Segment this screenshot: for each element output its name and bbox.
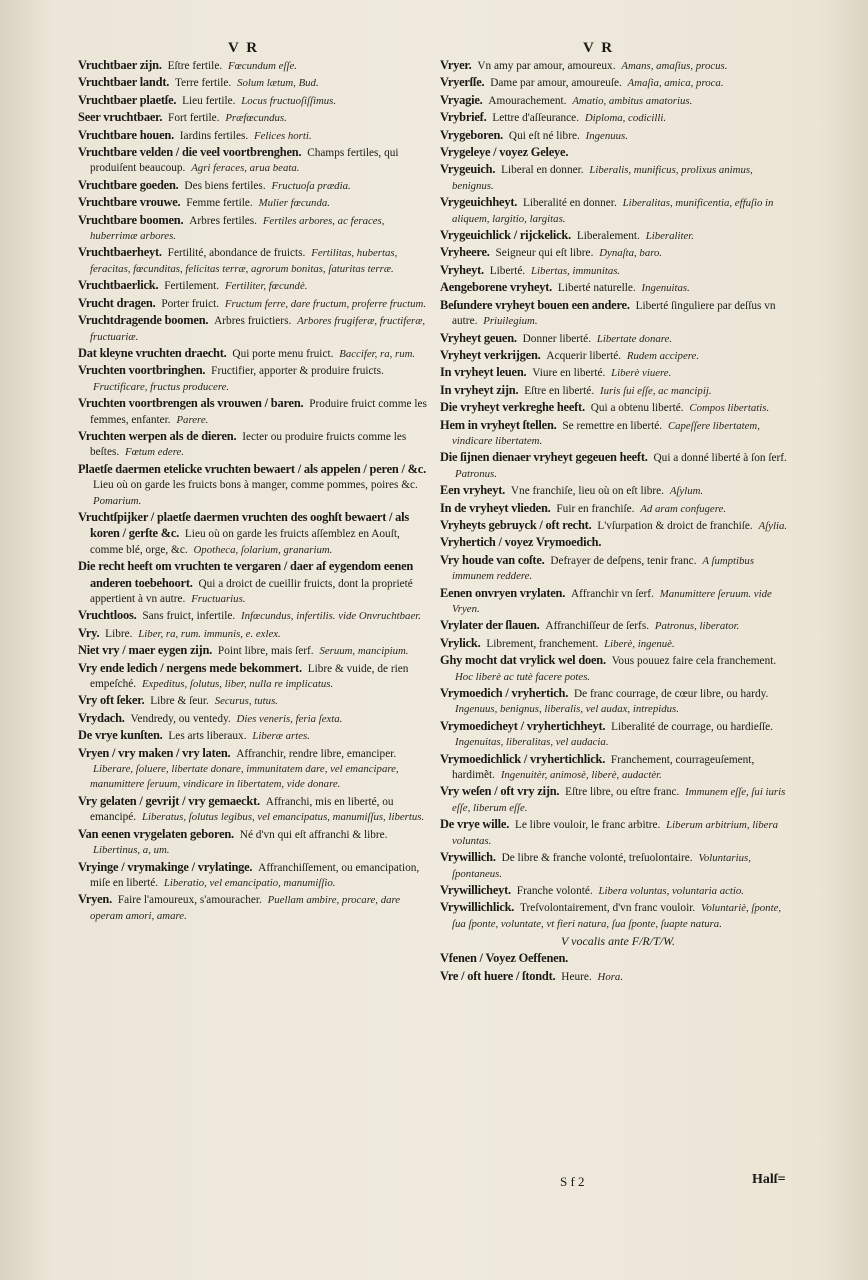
french-gloss: Affranchiſſement, ou emancipation, miſe en liberté. (90, 861, 420, 889)
headword: Vry gelaten / gevrijt / vry gemaeckt. (78, 793, 260, 808)
headword: Ghy mocht dat vrylick wel doen. (440, 653, 606, 668)
headword: Aengeborene vryheyt. (440, 280, 553, 295)
headword: Vrygeleye / voyez Geleye. (440, 145, 569, 160)
latin-gloss: Liberare, ſoluere, libertate donare, immunitatem dare, vel emancipare, manumittere ſeruum, vindicare in libertatem, vide donare. (90, 763, 399, 791)
headword: Vry ende ledich / nergens mede bekommert. (78, 660, 302, 675)
dictionary-entry (440, 128, 796, 144)
french-gloss: Lieu où on garde les fruicts aſſemblez en Aouſt, comme blé, orge, &c. (90, 528, 400, 556)
headword: Eenen onvryen vrylaten. (440, 585, 566, 600)
headword: Vruchtſpijker / plaetſe daermen vruchten des ooghſt bewaert / als koren / gerſte &c. (78, 509, 410, 541)
french-gloss: Librement, franchement. (486, 637, 599, 650)
headword: Vryheere. (440, 245, 490, 260)
dictionary-entry (78, 313, 428, 345)
dictionary-entry (440, 228, 796, 244)
latin-gloss: Liberè viuere. (611, 367, 672, 380)
french-gloss: Eſtre en liberté. (524, 384, 595, 397)
headword: Vruchtbare velden / die veel voortbrenghen. (78, 145, 302, 160)
headword: Vrymoedich / vryhertich. (440, 686, 569, 701)
headword: Die vryheyt verkreghe heeft. (440, 400, 585, 415)
headword: Vruchtbaerlick. (78, 278, 159, 293)
dictionary-entry (78, 860, 428, 892)
dictionary-entry (440, 75, 796, 91)
french-gloss: Porter fruict. (161, 297, 220, 310)
headword: Vruchten werpen als de dieren. (78, 428, 237, 443)
latin-gloss: Puellam ambire, procare, dare operam amori, amare. (90, 894, 401, 922)
headword: Vryen. (78, 892, 113, 907)
headword: De vrye kunſten. (78, 728, 163, 743)
headword: Vryheyt. (440, 262, 484, 277)
latin-gloss: Amaſia, amica, proca. (627, 77, 724, 90)
latin-gloss: Arbores frugiferæ, fructiferæ, fructuariæ. (90, 315, 426, 343)
latin-gloss: Felices horti. (254, 129, 312, 142)
dictionary-entry (440, 518, 796, 534)
french-gloss: L'vſurpation & droict de franchiſe. (597, 519, 753, 532)
dictionary-entry (78, 693, 428, 709)
headword: Die recht heeft om vruchten te vergaren / daer af eygendom eenen anderen toebehoort. (78, 559, 414, 590)
latin-gloss: Liberalitas, munificentia, effuſio in aliquem, largitio, largitas. (452, 197, 774, 225)
latin-gloss: Hoc liberè ac tutè facere potes. (455, 670, 591, 683)
latin-gloss: Ingenuitas. (641, 282, 690, 295)
latin-gloss: Priuilegium. (483, 315, 538, 328)
headword: Vruchtbaer plaetſe. (78, 92, 177, 107)
headword: Vruchtbaerheyt. (78, 245, 162, 260)
dictionary-entry (78, 559, 428, 607)
dictionary-entry (440, 686, 796, 718)
latin-gloss: Dynaſta, baro. (599, 247, 663, 260)
dictionary-entry (78, 892, 428, 924)
dictionary-entry (440, 501, 796, 517)
dictionary-entry (78, 278, 428, 294)
dictionary-entry (440, 817, 796, 849)
headword: Vruchten voortbringhen. (78, 363, 206, 378)
french-gloss: Sans fruict, infertile. (142, 610, 236, 623)
french-gloss: Affranchir, rendre libre, emanciper. (236, 747, 397, 760)
french-gloss: Defrayer de deſpens, tenir franc. (550, 554, 697, 567)
french-gloss: Fort fertile. (168, 112, 220, 125)
latin-gloss: Ad aram confugere. (640, 502, 726, 515)
dictionary-entry (78, 58, 428, 74)
french-gloss: Arbres fruictiers. (214, 315, 292, 328)
french-gloss: Le libre vouloir, le franc arbitre. (514, 819, 661, 832)
latin-gloss: Mulier fœcunda. (258, 197, 330, 210)
headword: Hem in vryheyt ſtellen. (440, 417, 557, 432)
dictionary-entry (440, 483, 796, 499)
headword: Vfenen / Voyez Oeffenen. (440, 951, 569, 966)
latin-gloss: Agri feraces, arua beata. (191, 162, 300, 175)
dictionary-entry (78, 93, 428, 109)
french-gloss: Acquerir liberté. (546, 349, 622, 362)
dictionary-entry (78, 128, 428, 144)
latin-gloss: Liberæ artes. (252, 730, 310, 743)
latin-gloss: Fertiles arbores, ac feraces, huberrimæ arbores. (90, 214, 385, 243)
signature-mark: S f 2 (560, 1174, 585, 1189)
french-gloss: Fructifier, apporter & produire fruicts. (211, 365, 384, 378)
french-gloss: Vne franchiſe, lieu où on eſt libre. (510, 485, 664, 498)
headword: Beſundere vryheyt bouen een andere. (440, 297, 630, 312)
french-gloss: Lieu où on garde les fruicts bons à manger, comme pommes, poires &c. (93, 479, 418, 492)
latin-gloss: Ingenuus, benignus, liberalis, vel audax, intrepidus. (455, 703, 679, 716)
dictionary-entry (78, 213, 428, 245)
dictionary-entry (440, 951, 796, 967)
french-gloss: Champs fertiles, qui produiſent beaucoup. (90, 147, 399, 175)
running-head-right: V R (583, 40, 615, 56)
latin-gloss: Liberatio, vel emancipatio, manumiſſio. (163, 876, 336, 889)
headword: De vrye wille. (440, 817, 510, 832)
latin-gloss: Patronus, liberator. (654, 620, 740, 633)
french-gloss: Se remettre en liberté. (562, 419, 663, 432)
latin-gloss: Amans, amaſius, procus. (621, 60, 728, 72)
dictionary-entry (440, 298, 796, 330)
french-gloss: Liberalement. (576, 230, 640, 243)
headword: Die ſijnen dienaer vryheyt gegeuen heeft. (440, 450, 648, 465)
latin-gloss: Fructuoſa prædia. (271, 179, 351, 192)
headword: In vryheyt leuen. (440, 365, 527, 380)
headword: Vrygeuich. (440, 162, 496, 177)
french-gloss: Viure en liberté. (532, 367, 606, 380)
latin-gloss: Patronus. (455, 467, 497, 480)
french-gloss: Qui a donné liberté à ſon ſerf. (653, 452, 787, 465)
latin-gloss: Fertiliter, fœcundè. (224, 280, 308, 293)
french-gloss: Qui eſt né libre. (508, 129, 580, 142)
headword: Vryerſſe. (440, 75, 485, 90)
dictionary-entry (78, 643, 428, 659)
dictionary-entry (440, 969, 796, 985)
headword: Plaetſe daermen etelicke vruchten bewaert / als appelen / peren / &c. (78, 461, 426, 476)
latin-gloss: Seruum, mancipium. (319, 645, 409, 658)
latin-gloss: Manumittere ſeruum. vide Vryen. (452, 587, 772, 615)
latin-gloss: Fructum ferre, dare fructum, proferre fructum. (224, 297, 427, 310)
latin-gloss: Compos libertatis. (689, 402, 770, 415)
headword: Vruchtbare houen. (78, 127, 174, 142)
dictionary-entry (440, 784, 796, 816)
dictionary-entry (78, 363, 428, 395)
latin-gloss: Voluntarius, ſpontaneus. (452, 852, 751, 880)
latin-gloss: Liberè, ingenuè. (604, 637, 675, 650)
dictionary-entry (78, 195, 428, 211)
latin-gloss: Infœcundus, infertilis. vide Onvruchtbaer. (241, 610, 421, 623)
french-gloss: Produire fruict comme les femmes, enfanter. (90, 398, 427, 426)
latin-gloss: Ingenuitas, liberalitas, vel audacia. (455, 736, 609, 749)
latin-gloss: Liber, ra, rum. immunis, e. exlex. (138, 627, 281, 640)
french-gloss: Terre fertile. (174, 77, 232, 90)
headword: Vryheyt verkrijgen. (440, 347, 541, 362)
dictionary-entry (440, 331, 796, 347)
dictionary-entry (440, 93, 796, 109)
dictionary-entry (440, 883, 796, 899)
dictionary-entry (440, 365, 796, 381)
dictionary-entry (440, 850, 796, 882)
french-gloss: Lettre d'aſſeurance. (492, 112, 580, 125)
french-gloss: Franchement, courrageuſement, hardimẽt. (452, 753, 755, 782)
french-gloss: Libre & ſeur. (150, 695, 209, 708)
dictionary-entry (78, 346, 428, 362)
latin-gloss: Pomarium. (93, 494, 142, 507)
dictionary-entry (440, 636, 796, 652)
latin-gloss: Fructificare, fructus producere. (93, 380, 230, 393)
french-gloss: Vous pouuez faire cela franchement. (611, 655, 777, 668)
french-gloss: Eſtre libre, ou eſtre franc. (565, 786, 680, 799)
headword: Vre / oft huere / ſtondt. (440, 968, 556, 983)
latin-gloss: Amatio, ambitus amatorius. (572, 94, 693, 107)
headword: Dat kleyne vruchten draecht. (78, 345, 227, 360)
latin-gloss: Capeſſere libertatem, vindicare libertatem. (452, 419, 760, 447)
dictionary-entry (78, 711, 428, 727)
headword: Niet vry / maer eygen zijn. (78, 643, 213, 658)
latin-gloss: Immunem eſſe, ſui iuris eſſe, liberum eſſe. (452, 786, 786, 814)
latin-gloss: Liberum arbitrium, libera voluntas. (452, 819, 779, 847)
french-gloss: Qui porte menu fruict. (232, 347, 334, 360)
dictionary-entry (440, 383, 796, 399)
headword: Vry weſen / oft vry zijn. (440, 784, 560, 799)
latin-gloss: Libertinus, a, um. (93, 844, 170, 857)
latin-gloss: Liberalis, munificus, prolixus animus, benignus. (452, 164, 753, 192)
french-gloss: Iecter ou produire fruicts comme les beſtes. (90, 430, 407, 459)
dictionary-entry (440, 653, 796, 685)
headword: Vrymoedicheyt / vryhertichheyt. (440, 718, 606, 733)
headword: Vryagie. (440, 92, 483, 107)
headword: Vruchtbare goeden. (78, 177, 179, 192)
left-column (78, 58, 428, 925)
french-gloss: Treſvolontairement, d'vn franc vouloir. (520, 902, 696, 915)
latin-gloss: Libertate donare. (596, 332, 673, 345)
latin-gloss: Aſylia. (758, 519, 788, 532)
dictionary-entry (440, 162, 796, 194)
dictionary-entry (78, 145, 428, 177)
french-gloss: Qui a obtenu liberté. (590, 402, 684, 415)
latin-gloss: Liberaliter. (645, 230, 694, 243)
headword: Vruchten voortbrengen als vrouwen / baren. (78, 396, 304, 411)
latin-gloss: Ingenuus. (585, 129, 628, 142)
french-gloss: Arbres fertiles. (189, 214, 257, 227)
french-gloss: Fuir en franchiſe. (556, 502, 635, 515)
latin-gloss: Voluntariè, ſponte, ſua ſponte, voluntate, vt fieri natura, ſua ſponte, ſuapte natura. (452, 902, 782, 930)
french-gloss: Affranchir vn ſerf. (570, 587, 654, 600)
latin-gloss: Securus, tutus. (214, 695, 278, 708)
latin-gloss: Hora. (597, 970, 624, 983)
headword: Vrybrief. (440, 110, 487, 125)
french-gloss: Eſtre fertile. (167, 60, 223, 72)
french-gloss: Liberalité en donner. (522, 197, 617, 210)
french-gloss: Qui a droict de cueillir fruicts, dont la proprieté appertient à vn autre. (90, 577, 413, 605)
right-column (440, 58, 796, 986)
dictionary-entry (78, 661, 428, 693)
french-gloss: Dame par amour, amoureuſe. (490, 77, 622, 90)
dictionary-entry (78, 728, 428, 744)
headword: Vruchtbaer landt. (78, 75, 170, 90)
dictionary-entry (440, 535, 796, 551)
latin-gloss: Diploma, codicilli. (584, 112, 667, 125)
headword: Vryheyt geuen. (440, 330, 517, 345)
french-gloss: Liberté. (489, 264, 526, 277)
french-gloss: Heure. (561, 970, 592, 983)
dictionary-entry (440, 245, 796, 261)
dictionary-entry (78, 296, 428, 312)
dictionary-entry (440, 418, 796, 450)
dictionary-entry (440, 263, 796, 279)
dictionary-entry (78, 396, 428, 428)
latin-gloss: Aſylum. (669, 485, 704, 498)
headword: Van eenen vrygelaten geboren. (78, 826, 234, 841)
latin-gloss: Dies veneris, feria ſexta. (236, 712, 343, 725)
latin-gloss: Opotheca, ſolarium, granarium. (193, 543, 333, 556)
latin-gloss: Fœcundum eſſe. (228, 60, 297, 72)
dictionary-entry (440, 400, 796, 416)
headword: Vrymoedichlick / vryhertichlick. (440, 751, 606, 766)
dictionary-entry (78, 746, 428, 793)
french-gloss: Faire l'amoureux, s'amouracher. (117, 894, 262, 907)
latin-gloss: Expeditus, ſolutus, liber, nulla re implicatus. (141, 678, 334, 691)
french-gloss: Point libre, mais ſerf. (217, 645, 314, 658)
french-gloss: De franc courrage, de cœur libre, ou hardy. (573, 688, 769, 701)
headword: Vry houde van coſte. (440, 552, 545, 567)
latin-gloss: Locus fructuoſiſſimus. (241, 94, 337, 107)
headword: In vryheyt zijn. (440, 382, 519, 397)
headword: Vrygeuichlick / rijckelick. (440, 228, 571, 243)
headword: Vruchtdragende boomen. (78, 313, 209, 328)
latin-gloss: Fertilitas, hubertas, feracitas, fœcunditas, felicitas terræ, agrorum bonitas, ſaturitas terræ. (90, 247, 398, 275)
dictionary-entry (440, 618, 796, 634)
latin-gloss: Solum lætum, Bud. (237, 77, 319, 90)
headword: Vrygeboren. (440, 127, 504, 142)
french-gloss: Donner liberté. (522, 332, 592, 345)
dictionary-entry (440, 280, 796, 296)
french-gloss: Fertilement. (164, 280, 220, 293)
headword: Vrucht dragen. (78, 295, 156, 310)
headword: Vrydach. (78, 710, 125, 725)
french-gloss: Né d'vn qui eſt affranchi & libre. (239, 828, 388, 841)
headword: Vrywillich. (440, 850, 496, 865)
latin-gloss: Præfœcundus. (225, 112, 287, 125)
headword: Vryheyts gebruyck / oft recht. (440, 517, 592, 532)
french-gloss: Liberalité de courrage, ou hardieſſe. (611, 720, 773, 733)
dictionary-entry (440, 145, 796, 161)
french-gloss: Franche volonté. (516, 884, 593, 897)
french-gloss: Des biens fertiles. (184, 179, 266, 192)
headword: Vruchtloos. (78, 608, 137, 623)
french-gloss: Libre & vuide, de rien empeſché. (90, 662, 409, 691)
dictionary-entry (440, 110, 796, 126)
latin-gloss: Fructuarius. (191, 593, 246, 605)
french-gloss: Vn amy par amour, amoureux. (477, 60, 616, 72)
french-gloss: Vendredy, ou ventedy. (130, 712, 231, 725)
headword: Vryhertich / voyez Vrymoedich. (440, 535, 602, 550)
section-note: V vocalis ante F/R/T/W. (561, 934, 675, 949)
dictionary-entry (440, 586, 796, 618)
headword: In de vryheyt vlieden. (440, 500, 551, 515)
headword: Vrygeuichheyt. (440, 195, 518, 210)
running-head-left: V R (228, 40, 260, 56)
dictionary-entry (78, 429, 428, 461)
dictionary-entry (440, 450, 796, 482)
dictionary-entry (440, 900, 796, 932)
headword: Vrylater der ſlauen. (440, 618, 540, 633)
french-gloss: Amourachement. (488, 94, 567, 107)
latin-gloss: Rudem accipere. (626, 349, 700, 362)
headword: Vrywillicheyt. (440, 882, 511, 897)
french-gloss: Affranchi, mis en liberté, ou emancipé. (90, 795, 394, 824)
headword: Vryer. (440, 58, 472, 72)
french-gloss: Lieu fertile. (182, 94, 236, 107)
dictionary-entry (440, 58, 796, 74)
french-gloss: Libre. (105, 627, 133, 640)
headword: Vrywillichlick. (440, 900, 515, 915)
dictionary-entry (78, 245, 428, 277)
dictionary-entry (440, 195, 796, 227)
french-gloss: Les arts liberaux. (168, 730, 247, 743)
headword: Vrylick. (440, 635, 481, 650)
dictionary-entry (78, 110, 428, 126)
headword: Vruchtbare vrouwe. (78, 195, 181, 210)
headword: Een vryheyt. (440, 483, 506, 498)
headword: Vry. (78, 625, 100, 640)
headword: Vryinge / vrymakinge / vrylatinge. (78, 859, 253, 874)
dictionary-entry (440, 719, 796, 751)
latin-gloss: Libertas, immunitas. (531, 264, 621, 277)
dictionary-entry (78, 626, 428, 642)
dictionary-entry (78, 75, 428, 91)
french-gloss: Affranchiſſeur de ſerfs. (545, 620, 650, 633)
latin-gloss: A ſumptibus immunem reddere. (452, 554, 755, 583)
headword: Vruchtbare boomen. (78, 212, 184, 227)
dictionary-entry (78, 794, 428, 826)
headword: Vryen / vry maken / vry laten. (78, 745, 231, 760)
french-gloss: De libre & franche volonté, treſuolontaire. (501, 852, 693, 865)
dictionary-entry (78, 462, 428, 509)
headword: Vry oft ſeker. (78, 693, 145, 708)
latin-gloss: Iuris ſui eſſe, ac mancipij. (599, 384, 712, 397)
latin-gloss: Fœtum edere. (125, 446, 184, 459)
latin-gloss: Libera voluntas, voluntaria actio. (598, 884, 744, 897)
french-gloss: Liberté naturelle. (557, 282, 636, 295)
french-gloss: Liberal en donner. (501, 164, 584, 177)
french-gloss: Liberté ſinguliere par deſſus vn autre. (452, 299, 776, 328)
latin-gloss: Parere. (176, 413, 209, 426)
headword: Seer vruchtbaer. (78, 110, 163, 125)
catchword: Halſ= (752, 1172, 786, 1187)
latin-gloss: Liberatus, ſolutus legibus, vel emancipatus, manumiſſus, libertus. (141, 811, 425, 824)
french-gloss: Iardins fertiles. (179, 129, 249, 142)
french-gloss: Fertilité, abondance de fruicts. (167, 247, 306, 260)
dictionary-entry (440, 348, 796, 364)
dictionary-entry (78, 608, 428, 624)
latin-gloss: Baccifer, ra, rum. (339, 347, 416, 360)
dictionary-entry (440, 553, 796, 585)
french-gloss: Femme fertile. (186, 197, 253, 210)
headword: Vruchtbaer zijn. (78, 58, 162, 72)
dictionary-entry (78, 178, 428, 194)
french-gloss: Seigneur qui eſt libre. (495, 247, 594, 260)
dictionary-entry (78, 510, 428, 558)
dictionary-entry (78, 827, 428, 859)
latin-gloss: Ingenuitèr, animosè, liberè, audactèr. (500, 769, 662, 782)
dictionary-entry (440, 752, 796, 784)
